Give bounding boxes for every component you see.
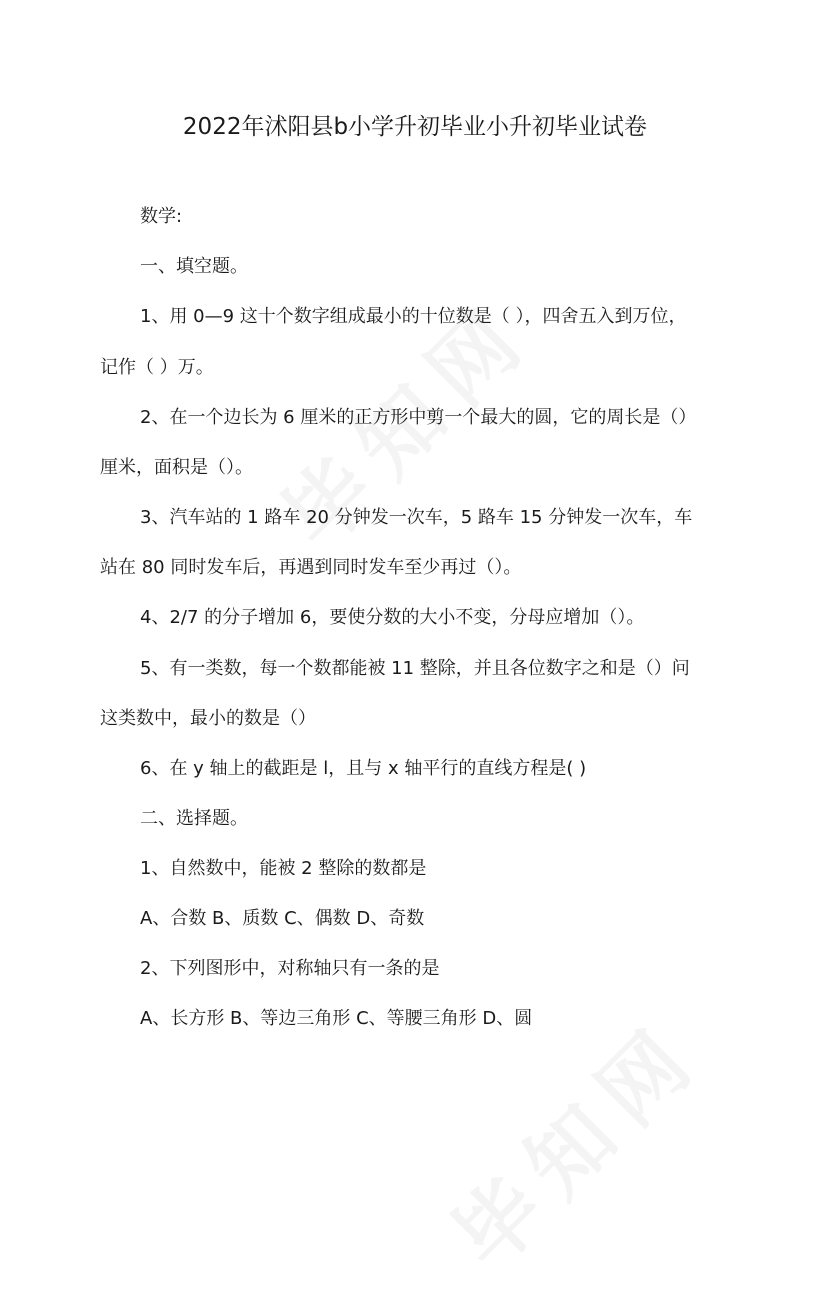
question-2-line-2: 厘米，面积是（）。: [100, 457, 253, 478]
question-5-line-2: 这类数中，最小的数是（）: [100, 708, 316, 729]
subject-label: 数学:: [140, 206, 183, 227]
choice-question-2: 2、下列图形中，对称轴只有一条的是: [140, 958, 440, 979]
question-2-line-1: 2、在一个边长为 6 厘米的正方形中剪一个最大的圆，它的周长是（）: [140, 407, 697, 428]
section-heading-choice: 二、选择题。: [140, 808, 248, 829]
section-heading-fill-in: 一、填空题。: [140, 256, 248, 277]
question-3-line-1: 3、汽车站的 1 路车 20 分钟发一次车，5 路车 15 分钟发一次车，车: [140, 507, 693, 528]
question-6: 6、在 y 轴上的截距是 l，且与 x 轴平行的直线方程是( ): [140, 758, 587, 779]
choice-question-1: 1、自然数中，能被 2 整除的数都是: [140, 858, 427, 879]
choice-question-1-options: A、合数 B、质数 C、偶数 D、奇数: [140, 908, 425, 929]
question-4: 4、2/7 的分子增加 6，要使分数的大小不变，分母应增加（）。: [140, 607, 645, 628]
question-1-line-2: 记作（ ）万。: [100, 357, 214, 378]
question-1-line-1: 1、用 0—9 这十个数字组成最小的十位数是（ ），四舍五入到万位，: [140, 306, 687, 327]
document-title: 2022年沭阳县b小学升初毕业小升初毕业试卷: [182, 114, 648, 140]
choice-question-2-options: A、长方形 B、等边三角形 C、等腰三角形 D、圆: [140, 1008, 533, 1029]
question-5-line-1: 5、有一类数，每一个数都能被 11 整除，并且各位数字之和是（）问: [140, 658, 690, 679]
watermark: [422, 990, 724, 1291]
question-3-line-2: 站在 80 同时发车后，再遇到同时发车至少再过（）。: [100, 557, 522, 578]
